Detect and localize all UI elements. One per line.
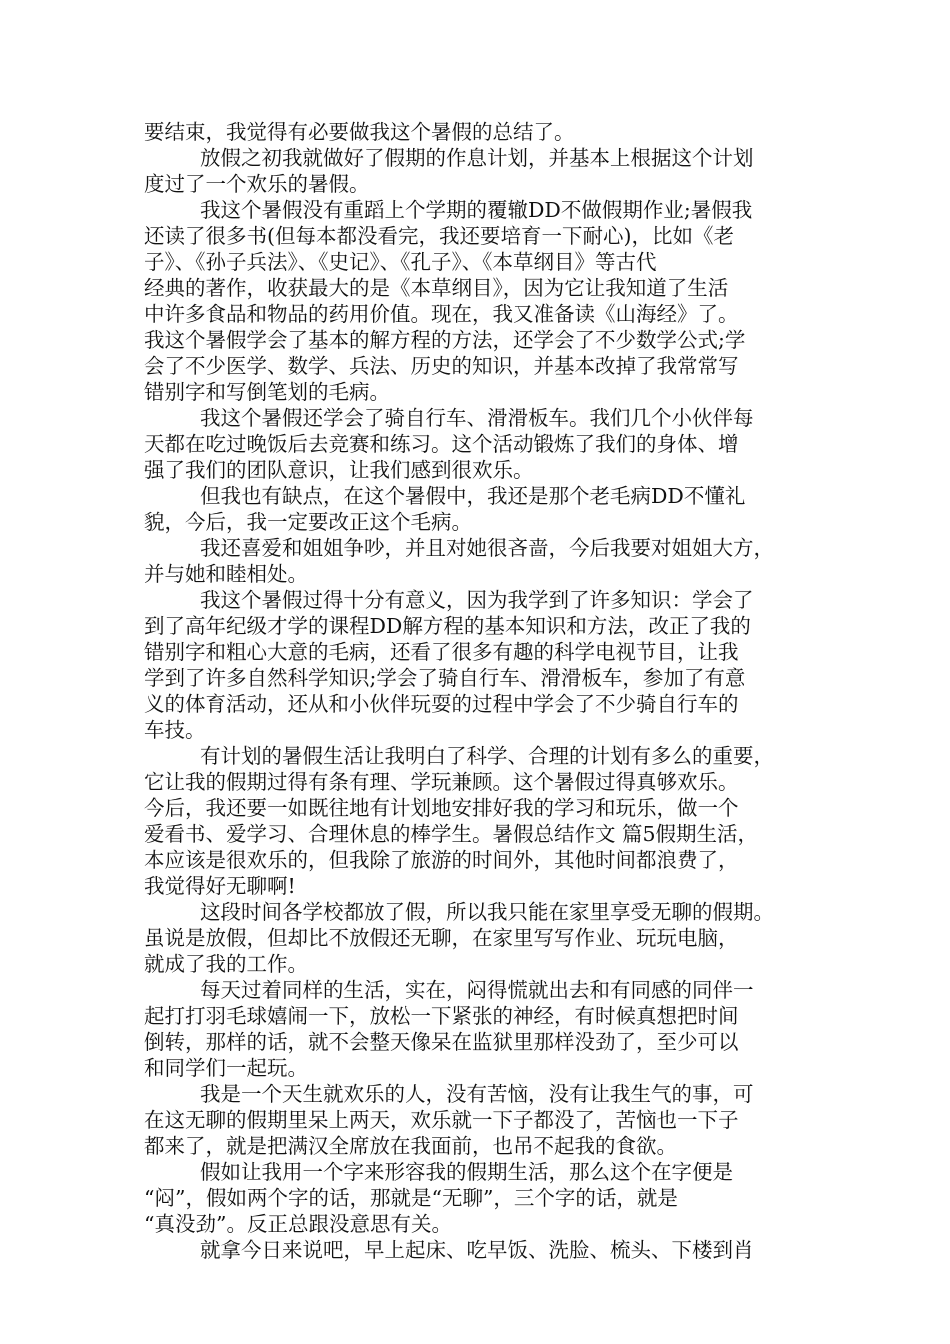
text-line: 假如让我用一个字来形容我的假期生活，那么这个在字便是 xyxy=(200,1160,733,1184)
text-line: 到了高年纪级才学的课程DD解方程的基本知识和方法，改正了我的 xyxy=(144,614,751,638)
text-line: 倒转，那样的话，就不会整天像呆在监狱里那样没劲了，至少可以 xyxy=(144,1030,739,1054)
text-line: 虽说是放假，但却比不放假还无聊，在家里写写作业、玩玩电脑， xyxy=(144,926,739,950)
text-line: 放假之初我就做好了假期的作息计划，并基本上根据这个计划 xyxy=(200,146,754,170)
text-line: 它让我的假期过得有条有理、学玩兼顾。这个暑假过得真够欢乐。 xyxy=(144,770,739,794)
text-line: 会了不少医学、数学、兵法、历史的知识，并基本改掉了我常常写 xyxy=(144,354,739,378)
text-line: 车技。 xyxy=(144,718,206,742)
text-line: 强了我们的团队意识，让我们感到很欢乐。 xyxy=(144,458,534,482)
text-line: 起打打羽毛球嬉闹一下，放松一下紧张的神经，有时候真想把时间 xyxy=(144,1004,739,1028)
text-line: 我这个暑假还学会了骑自行车、滑滑板车。我们几个小伙伴每 xyxy=(200,406,754,430)
text-line: 今后，我还要一如既往地有计划地安排好我的学习和玩乐，做一个 xyxy=(144,796,739,820)
text-line: 还读了很多书(但每本都没看完，我还要培育一下耐心)，比如《老 xyxy=(144,224,734,248)
text-line: 义的体育活动，还从和小伙伴玩耍的过程中学会了不少骑自行车的 xyxy=(144,692,739,716)
text-line: 我觉得好无聊啊! xyxy=(144,874,296,898)
text-line: 要结束，我觉得有必要做我这个暑假的总结了。 xyxy=(144,120,575,144)
text-line: 我是一个天生就欢乐的人，没有苦恼，没有让我生气的事，可 xyxy=(200,1082,754,1106)
text-line: 有计划的暑假生活让我明白了科学、合理的计划有多么的重要， xyxy=(200,744,774,768)
text-line: 我这个暑假学会了基本的解方程的方法，还学会了不少数学公式;学 xyxy=(144,328,746,352)
text-line: 并与她和睦相处。 xyxy=(144,562,308,586)
text-line: 每天过着同样的生活，实在，闷得慌就出去和有同感的同伴一 xyxy=(200,978,754,1002)
text-line: 学到了许多自然科学知识;学会了骑自行车、滑滑板车，参加了有意 xyxy=(144,666,746,690)
text-line: “真没劲”。反正总跟没意思有关。 xyxy=(144,1212,452,1236)
text-line: 天都在吃过晚饭后去竞赛和练习。这个活动锻炼了我们的身体、增 xyxy=(144,432,739,456)
text-line: 错别字和粗心大意的毛病，还看了很多有趣的科学电视节目，让我 xyxy=(144,640,739,664)
text-line: 经典的著作，收获最大的是《本草纲目》，因为它让我知道了生活 xyxy=(144,276,729,300)
text-line: 中许多食品和物品的药用价值。现在，我又准备读《山海经》了。 xyxy=(144,302,739,326)
text-line: 但我也有缺点，在这个暑假中，我还是那个老毛病DD不懂礼 xyxy=(200,484,746,508)
text-line: 和同学们一起玩。 xyxy=(144,1056,308,1080)
text-line: 就拿今日来说吧，早上起床、吃早饭、洗脸、梳头、下楼到肖 xyxy=(200,1238,754,1262)
text-line: 就成了我的工作。 xyxy=(144,952,308,976)
text-line: 爱看书、爱学习、合理休息的棒学生。暑假总结作文 篇5假期生活， xyxy=(144,822,759,846)
text-line: 我这个暑假过得十分有意义，因为我学到了许多知识：学会了 xyxy=(200,588,754,612)
text-line: 貌，今后，我一定要改正这个毛病。 xyxy=(144,510,472,534)
text-line: 度过了一个欢乐的暑假。 xyxy=(144,172,370,196)
text-line: 本应该是很欢乐的，但我除了旅游的时间外，其他时间都浪费了， xyxy=(144,848,739,872)
text-line: 我这个暑假没有重蹈上个学期的覆辙DD不做假期作业;暑假我 xyxy=(200,198,753,222)
text-line: 错别字和写倒笔划的毛病。 xyxy=(144,380,390,404)
text-line: 我还喜爱和姐姐争吵，并且对她很吝啬，今后我要对姐姐大方， xyxy=(200,536,774,560)
text-line: “闷”，假如两个字的话，那就是“无聊”，三个字的话，就是 xyxy=(144,1186,678,1210)
text-line: 子》、《孙子兵法》、《史记》、《孔子》、《本草纲目》等古代 xyxy=(144,250,657,274)
text-line: 这段时间各学校都放了假，所以我只能在家里享受无聊的假期。 xyxy=(200,900,774,924)
document-body xyxy=(144,119,824,1263)
text-line: 在这无聊的假期里呆上两天，欢乐就一下子都没了，苦恼也一下子 xyxy=(144,1108,739,1132)
text-line: 都来了，就是把满汉全席放在我面前，也吊不起我的食欲。 xyxy=(144,1134,677,1158)
